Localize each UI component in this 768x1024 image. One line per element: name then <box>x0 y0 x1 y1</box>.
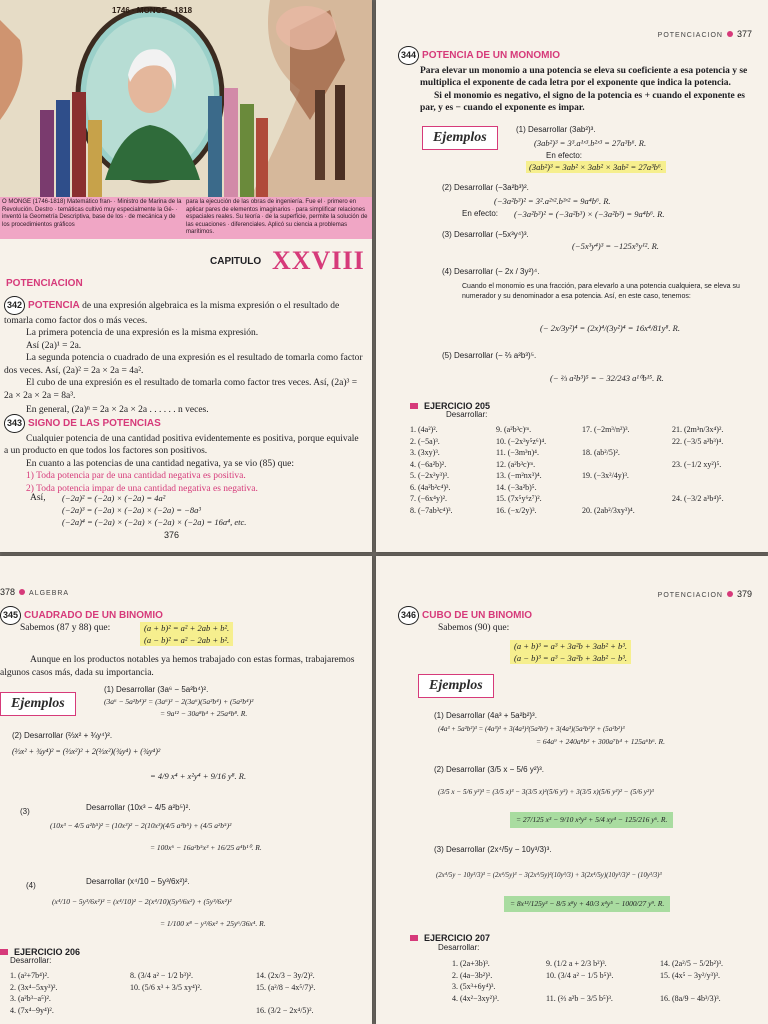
exercise-item: 10. (3/4 a² − 1/5 b⁵)³. <box>546 970 614 980</box>
exercise-item: 16. (3/2 − 2x⁴/5)². <box>256 1005 314 1015</box>
section-345-title: CUADRADO DE UN BINOMIO <box>24 610 163 621</box>
caption-left: O MONGE (1746-1818) Matemático fran- · Ministro de Marina de la Revolución. Destro · temáticas cultivó muy especialmente la Gé- · inventó la Geometría Descriptiva, base de los · de mecánica y de los procedimientos gráficos <box>2 199 182 228</box>
section-number-344: 344 <box>398 46 419 65</box>
exercise-item <box>582 493 672 505</box>
ex1-label: (1) Desarrollar (4a³ + 5a²b²)³. <box>434 711 537 720</box>
section-342-p1: de una expresión algebraica es la misma expresión o el resultado de tomarla como factor dos o más veces. <box>4 301 340 326</box>
section-342 <box>4 296 364 417</box>
section-343-p1: Cualquier potencia de una cantidad positiva evidentemente es positiva, porque equivale a un producto en que todos los factores son positivos. <box>4 433 359 456</box>
section-number-342: 342 <box>4 296 25 315</box>
section-343-p2: En cuanto a las potencias de una cantidad negativa, ya se vio (85) que: <box>26 458 295 469</box>
section-344-p1: Para elevar un monomio a una potencia se eleva su coeficiente a esa potencia y se multiplica el exponente de cada letra por el exponente que indica la potencia. <box>420 65 748 88</box>
section-number-346: 346 <box>398 606 419 625</box>
running-header <box>0 582 69 600</box>
exercise-item <box>672 505 762 517</box>
page-378 <box>0 556 372 1024</box>
ex3-line2: = 100x⁶ − 16a²b⁵x³ + 16/25 a⁴b¹⁰. R. <box>150 843 262 852</box>
ex3-line1: (2x⁴/5y − 10y³/3)³ = (2x⁴/5y)³ − 3(2x⁴/5y)²(10y³/3) + 3(2x⁴/5y)(10y³/3)² − (10y³/3)³ <box>436 872 662 879</box>
exercise-item: 17. (−2m³/n²)³. <box>582 425 630 434</box>
ex2-label: (2) Desarrollar (−3a²b³)². <box>442 183 529 192</box>
exercise-item: 11. (⅔ a²b − 3/5 b⁵)³. <box>546 993 613 1003</box>
ex4-line2: = 1/100 x⁸ − y³/6x² + 25y⁶/36x⁴. R. <box>160 919 266 928</box>
section-344 <box>398 46 754 115</box>
ex3-line1: (10x³ − 4/5 a²b⁵)² = (10x³)² − 2(10x³)(4/5 a²b⁵) + (4/5 a²b⁵)² <box>50 821 232 830</box>
ex2-efecto: En efecto: <box>462 209 499 218</box>
sign-example-3: (−2a)⁴ = (−2a) × (−2a) × (−2a) × (−2a) = 16a⁴, etc. <box>62 517 247 527</box>
ex2-line1: (−3a²b³)² = 3².a²ˣ².b³ˣ² = 9a⁴b⁶. R. <box>494 196 611 206</box>
exercise-item: 2. (4a−3b²)³. <box>452 970 493 980</box>
header-title: ALGEBRA <box>29 590 70 597</box>
page-number: 377 <box>736 29 752 39</box>
identity-cube-diff: (a − b)³ = a³ − 3a²b + 3ab² − b³. <box>510 652 631 664</box>
page-376 <box>0 0 372 552</box>
sign-example-1: (−2a)² = (−2a) × (−2a) = 4a² <box>62 493 166 503</box>
section-344-title: POTENCIA DE UN MONOMIO <box>422 50 560 61</box>
exercise-item <box>582 459 672 471</box>
ex3-line1: (−5x³y⁴)³ = −125x⁹y¹². R. <box>572 241 659 251</box>
ex3-label: (3) Desarrollar (−5x³y⁴)³. <box>442 230 529 239</box>
section-342-p5: En general, (2a)ⁿ = 2a × 2a × 2a . . . . . . n veces. <box>26 405 209 415</box>
exercise-item: 8. (−7ab³c⁴)³. <box>410 505 453 515</box>
exercise-item: 21. (2m³n/3x⁴)². <box>672 425 724 434</box>
section-343 <box>4 414 364 495</box>
header-title: POTENCIACION <box>657 32 723 39</box>
biography-caption <box>0 197 372 239</box>
exercise-item: 2. (3x⁴−5xy³)². <box>10 982 58 992</box>
illustration-art <box>0 0 372 198</box>
sign-example-2: (−2a)³ = (−2a) × (−2a) × (−2a) = −8a³ <box>62 505 201 515</box>
ex1-label: (1) Desarrollar (3ab²)³. <box>516 125 596 134</box>
ex3-desarrollar: Desarrollar (10x³ − 4/5 a²b⁵)². <box>86 803 191 812</box>
identity-square-diff: (a − b)² = a² − 2ab + b². <box>140 634 233 646</box>
exercise-205-title: EJERCICIO 205 <box>424 401 491 411</box>
exercise-item: 13. (−m²nx³)⁴. <box>496 471 542 480</box>
ex4-line1: (− 2x/3y²)⁴ = (2x)⁴/(3y²)⁴ = 16x⁴/81y⁸. R. <box>540 323 680 333</box>
exercise-item: 9. (a²b³c)ᵐ. <box>496 425 532 434</box>
identity-square-sum: (a + b)² = a² + 2ab + b². <box>140 622 233 634</box>
exercise-206-title: EJERCICIO 206 <box>14 947 81 957</box>
page-377 <box>376 0 768 552</box>
exercise-item <box>660 981 758 993</box>
exercise-207-list <box>452 958 758 1004</box>
exercise-item: 14. (2x/3 − 3y/2)². <box>256 971 315 980</box>
ex2-line1: (3/5 x − 5/6 y²)³ = (3/5 x)³ − 3(3/5 x)²(5/6 y²) + 3(3/5 x)(5/6 y²)² − (5/6 y²)³ <box>438 788 654 796</box>
ejemplos-box: Ejemplos <box>0 692 76 716</box>
exercise-item: 24. (−3/2 a³b⁴)⁵. <box>672 494 724 503</box>
ex1-line1: (3a⁶ − 5a²b⁴)² = (3a⁶)² − 2(3a⁶)(5a²b⁴) + (5a²b⁴)² <box>104 697 254 706</box>
header-title: POTENCIACION <box>657 592 723 599</box>
ex5-line1: (− ⅔ a²b³)⁵ = − 32/243 a¹⁰b¹⁵. R. <box>550 373 664 383</box>
page-number: 378 <box>0 587 16 597</box>
sabemos: Sabemos (87 y 88) que: <box>20 623 111 633</box>
exercise-item: 20. (2ab²/3xy³)⁴. <box>582 505 635 515</box>
exercise-item: 6. (4a²b²c⁴)³. <box>410 482 451 492</box>
exercise-item <box>582 482 672 494</box>
exercise-206-sub: Desarrollar: <box>10 956 52 965</box>
exercise-item: 1. (2a+3b)³. <box>452 959 490 968</box>
exercise-item: 2. (−5a)³. <box>410 436 440 446</box>
ex2-line2: = 4/9 x⁴ + x²y⁴ + 9/16 y⁸. R. <box>150 771 247 781</box>
running-header <box>658 24 752 42</box>
exercise-item <box>582 436 672 448</box>
ex1-line2: = 9a¹² − 30a⁸b⁴ + 25a⁴b⁸. R. <box>160 709 248 718</box>
ex1-line2: (3ab²)³ = 3ab² × 3ab² × 3ab² = 27a³b⁶. <box>526 161 666 173</box>
portrait-ring-text: 1746 · MONGE · 1818 <box>112 6 193 15</box>
exercise-item <box>546 981 660 993</box>
ex1-line2: = 64a⁹ + 240a⁸b² + 300a⁷b⁴ + 125a⁶b⁶. R. <box>536 737 665 746</box>
exercise-item <box>672 470 762 482</box>
chapter-number: XXVIII <box>272 246 365 275</box>
ex2-label: (2) Desarrollar (3/5 x − 5/6 y²)³. <box>434 765 545 774</box>
exercise-item: 15. (7x⁵y⁶z⁷)². <box>496 494 542 503</box>
section-342-p2b: Así (2a)¹ = 2a. <box>26 340 82 351</box>
exercise-item: 3. (3xy)³. <box>410 448 440 457</box>
header-dot-icon <box>727 591 733 597</box>
page-379 <box>376 556 768 1024</box>
exercise-item: 3. (a²b³−a⁵)². <box>10 994 51 1003</box>
ex4-desarrollar: Desarrollar (x⁴/10 − 5y³/6x²)². <box>86 877 190 886</box>
exercise-item: 1. (a²+7b⁴)². <box>10 971 49 980</box>
exercise-item: 10. (−2x³y⁵z⁶)⁴. <box>496 436 547 446</box>
exercise-item: 16. (8a/9 − 4b³/3)³. <box>660 993 721 1003</box>
exercise-marker-icon <box>0 949 8 955</box>
exercise-item: 8. (3/4 a² − 1/2 b³)². <box>130 971 194 980</box>
exercise-item: 18. (ab²/5)². <box>582 448 620 457</box>
exercise-item <box>256 993 366 1005</box>
exercise-item: 3. (5x³+6y⁴)³. <box>452 982 496 991</box>
section-title: POTENCIACION <box>6 278 83 289</box>
identity-cube-sum: (a + b)³ = a³ + 3a²b + 3ab² + b³. <box>510 640 631 652</box>
exercise-item: 5. (−2x²y³)³. <box>410 471 450 480</box>
exercise-item <box>130 1005 256 1017</box>
exercise-item: 10. (5/6 x³ + 3/5 xy⁴)². <box>130 982 202 992</box>
ex2-label: (2) Desarrollar (⅔x² + ¾y⁴)². <box>12 731 113 740</box>
exercise-item: 15. (a²/8 − 4x⁵/7)². <box>256 982 316 992</box>
intro-text: Aunque en los productos notables ya hemos trabajado con estas formas, trabajaremos algunos casos más, dada su importancia. <box>0 655 355 678</box>
ex2-line2: = 27/125 x³ − 9/10 x²y² + 5/4 xy⁴ − 125/216 y⁶. R. <box>510 812 673 828</box>
exercise-item: 7. (−6x⁴y)². <box>410 494 448 503</box>
ex3-line2: = 8x¹²/125y³ − 8/5 x⁸y + 40/3 x⁴y⁵ − 1000/27 y⁹. R. <box>504 896 670 912</box>
exercise-item: 15. (4x⁵ − 3y²/y³)³. <box>660 970 721 980</box>
exercise-207-title: EJERCICIO 207 <box>424 933 491 943</box>
exercise-207-sub: Desarrollar: <box>438 943 480 952</box>
ex3-label: (3) Desarrollar (2x⁴/5y − 10y³/3)³. <box>434 845 552 854</box>
header-dot-icon <box>19 589 25 595</box>
exercise-item: 4. (−6a²b)². <box>410 459 447 469</box>
exercise-item: 14. (2a²/5 − 5/2b²)³. <box>660 959 724 968</box>
ex2-line2: (−3a²b³)² = (−3a²b³) × (−3a²b³) = 9a⁴b⁶. R. <box>514 209 665 219</box>
exercise-item: 4. (4x²−3xy²)³. <box>452 993 500 1003</box>
ex2-line1: (⅔x² + ¾y⁴)² = (⅔x²)² + 2(⅔x²)(¾y⁴) + (¾y⁴)² <box>12 747 161 756</box>
caption-right: para la ejecución de las obras de ingeniería. Fue el · primero en aplicar pares de elementos imaginarios · para simplificar relaciones espaciales reales. Su teoría · de la superficie, permite la solución de las ecuaciones · diferenciales. Aplicó su ciencia a problemas marítimos. <box>186 199 368 235</box>
section-number-343: 343 <box>4 414 25 433</box>
exercise-item <box>130 993 256 1005</box>
section-344-p2: Si el monomio es negativo, el signo de la potencia es + cuando el exponente es par, y es − cuando el exponente es impar. <box>420 90 745 113</box>
ex1-label: (1) Desarrollar (3a⁶ − 5a²b⁴)². <box>104 685 209 694</box>
ex4-label: (4) <box>26 881 36 890</box>
ex4-line1: (x⁴/10 − 5y³/6x²)² = (x⁴/10)² − 2(x⁴/10)(5y³/6x²) + (5y³/6x²)² <box>52 897 232 906</box>
exercise-205-sub: Desarrollar: <box>446 410 488 419</box>
ejemplos-box: Ejemplos <box>418 674 494 698</box>
sabemos: Sabemos (90) que: <box>438 623 510 633</box>
ex4-label: (4) Desarrollar (− 2x / 3y²)⁴. <box>442 267 540 276</box>
ex1-efecto: En efecto: <box>546 151 583 160</box>
section-342-p3: La segunda potencia o cuadrado de una expresión es el resultado de tomarla como factor dos veces. Así, (2a)² = 2a × 2a = 4a². <box>4 353 363 376</box>
ex3-label: (3) <box>20 807 30 816</box>
page-number: 376 <box>164 530 180 540</box>
ex5-label: (5) Desarrollar (− ⅔ a²b³)⁵. <box>442 351 537 360</box>
exercise-marker-icon <box>410 403 418 409</box>
section-343-title: SIGNO DE LAS POTENCIAS <box>28 418 161 429</box>
exercise-item: 11. (−3m³n)⁴. <box>496 448 539 457</box>
exercise-206-list <box>10 970 366 1016</box>
section-346-title: CUBO DE UN BINOMIO <box>422 610 533 621</box>
ex1-line1: (4a³ + 5a²b²)³ = (4a³)³ + 3(4a³)²(5a²b²) + 3(4a³)(5a²b²)² + (5a²b²)³ <box>438 725 625 733</box>
section-342-p4: El cubo de una expresión es el resultado de tomarla como factor tres veces. Así, (2a)³ = 2a × 2a × 2a = 8a³. <box>4 378 358 401</box>
chapter-word: CAPITULO <box>210 256 262 267</box>
monge-illustration <box>0 0 372 198</box>
rule-odd-power: 2) Toda potencia impar de una cantidad negativa es negativa. <box>26 483 258 494</box>
section-342-title: POTENCIA <box>28 300 80 311</box>
exercise-item: 9. (1/2 a + 2/3 b²)³. <box>546 959 607 968</box>
exercise-marker-icon <box>410 935 418 941</box>
exercise-item: 16. (−x/2y)³. <box>496 505 537 515</box>
exercise-item: 14. (−3a²b)⁵. <box>496 482 537 492</box>
ex1-line1: (3ab²)³ = 3³.a¹ˣ³.b²ˣ³ = 27a³b⁶. R. <box>534 138 647 148</box>
page-number: 379 <box>736 589 752 599</box>
running-header <box>658 584 752 602</box>
exercise-item <box>672 482 762 494</box>
rule-even-power: 1) Toda potencia par de una cantidad negativa es positiva. <box>26 471 246 481</box>
ex4-text: Cuando el monomio es una fracción, para elevarlo a una potencia cualquiera, se eleva su numerador y su denominador a esa potencia. Así, en este caso, tenemos: <box>462 283 740 300</box>
exercise-item: 19. (−3x²/4y)³. <box>582 471 629 480</box>
exercise-item: 23. (−1/2 xy²)⁵. <box>672 459 722 469</box>
exercise-item: 12. (a²b³c)ᵐ. <box>496 459 536 469</box>
exercise-item <box>672 447 762 459</box>
exercise-item: 1. (4a²)². <box>410 425 438 434</box>
asi-label: Así, <box>30 493 46 503</box>
exercise-item: 22. (−3/5 a²b³)⁴. <box>672 436 724 446</box>
exercise-205-list <box>410 424 762 516</box>
section-342-p2: La primera potencia de una expresión es la misma expresión. <box>26 328 259 338</box>
header-dot-icon <box>727 31 733 37</box>
section-number-345: 345 <box>0 606 21 625</box>
ejemplos-box: Ejemplos <box>422 126 498 150</box>
exercise-item: 4. (7x⁴−9y⁴)². <box>10 1005 54 1015</box>
